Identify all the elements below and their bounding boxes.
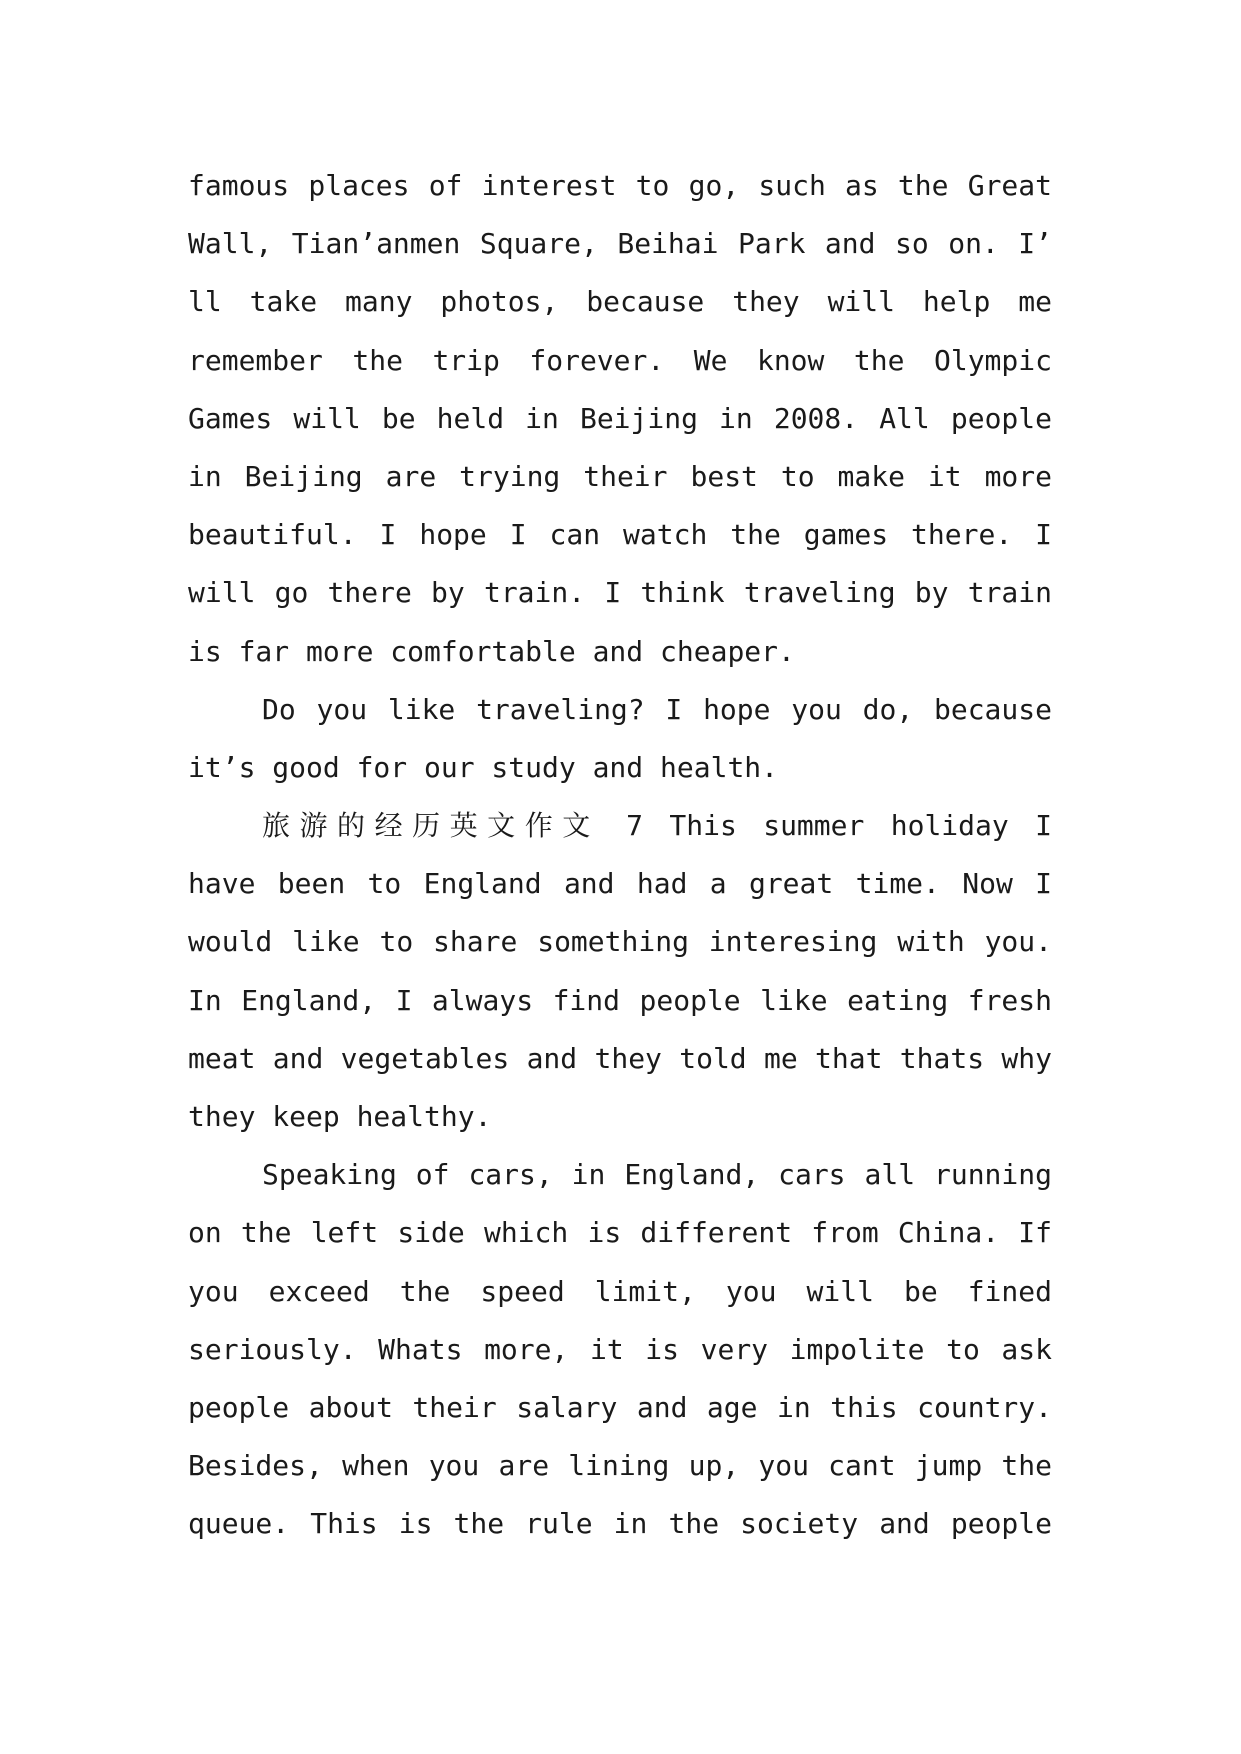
text-line: remember the trip forever. We know the Olympic [188, 343, 1052, 377]
body-text [188, 157, 1052, 1554]
section-heading-line: 旅游的经历英文作文 7 This summer holiday I [262, 809, 1052, 843]
text-line: Besides, when you are lining up, you cant jump the [188, 1449, 1052, 1483]
text-line: people about their salary and age in this country. [188, 1390, 1052, 1424]
text-line: famous places of interest to go, such as the Great [188, 169, 1052, 202]
text-line: is far more comfortable and cheaper. [188, 634, 795, 668]
text-line: In England, I always find people like eating fresh [188, 983, 1052, 1017]
text-line: you exceed the speed limit, you will be fined [188, 1274, 1052, 1308]
text-line: have been to England and had a great time. Now I [188, 867, 1052, 901]
text-line: ll take many photos, because they will help me [188, 285, 1052, 319]
text-line: Games will be held in Beijing in 2008. All people [188, 401, 1052, 435]
text-line: in Beijing are trying their best to make it more [188, 459, 1052, 493]
text-line: beautiful. I hope I can watch the games there. I [188, 518, 1052, 552]
text-line: on the left side which is different from China. If [188, 1216, 1052, 1250]
text-line: seriously. Whats more, it is very impolite to ask [188, 1332, 1052, 1366]
text-line: will go there by train. I think traveling by train [188, 576, 1052, 610]
text-line: would like to share something interesing with you. [188, 925, 1052, 959]
paragraph-first-line: Speaking of cars, in England, cars all running [262, 1158, 1052, 1192]
text-line: queue. This is the rule in the society and people [188, 1507, 1052, 1541]
text-line: it’s good for our study and health. [188, 750, 779, 784]
text-line: they keep healthy. [188, 1100, 492, 1133]
paragraph-first-line: Do you like traveling? I hope you do, because [262, 692, 1052, 726]
text-line: Wall, Tian’anmen Square, Beihai Park and so on. I’ [188, 227, 1052, 261]
text-line: meat and vegetables and they told me that thats why [188, 1041, 1052, 1075]
